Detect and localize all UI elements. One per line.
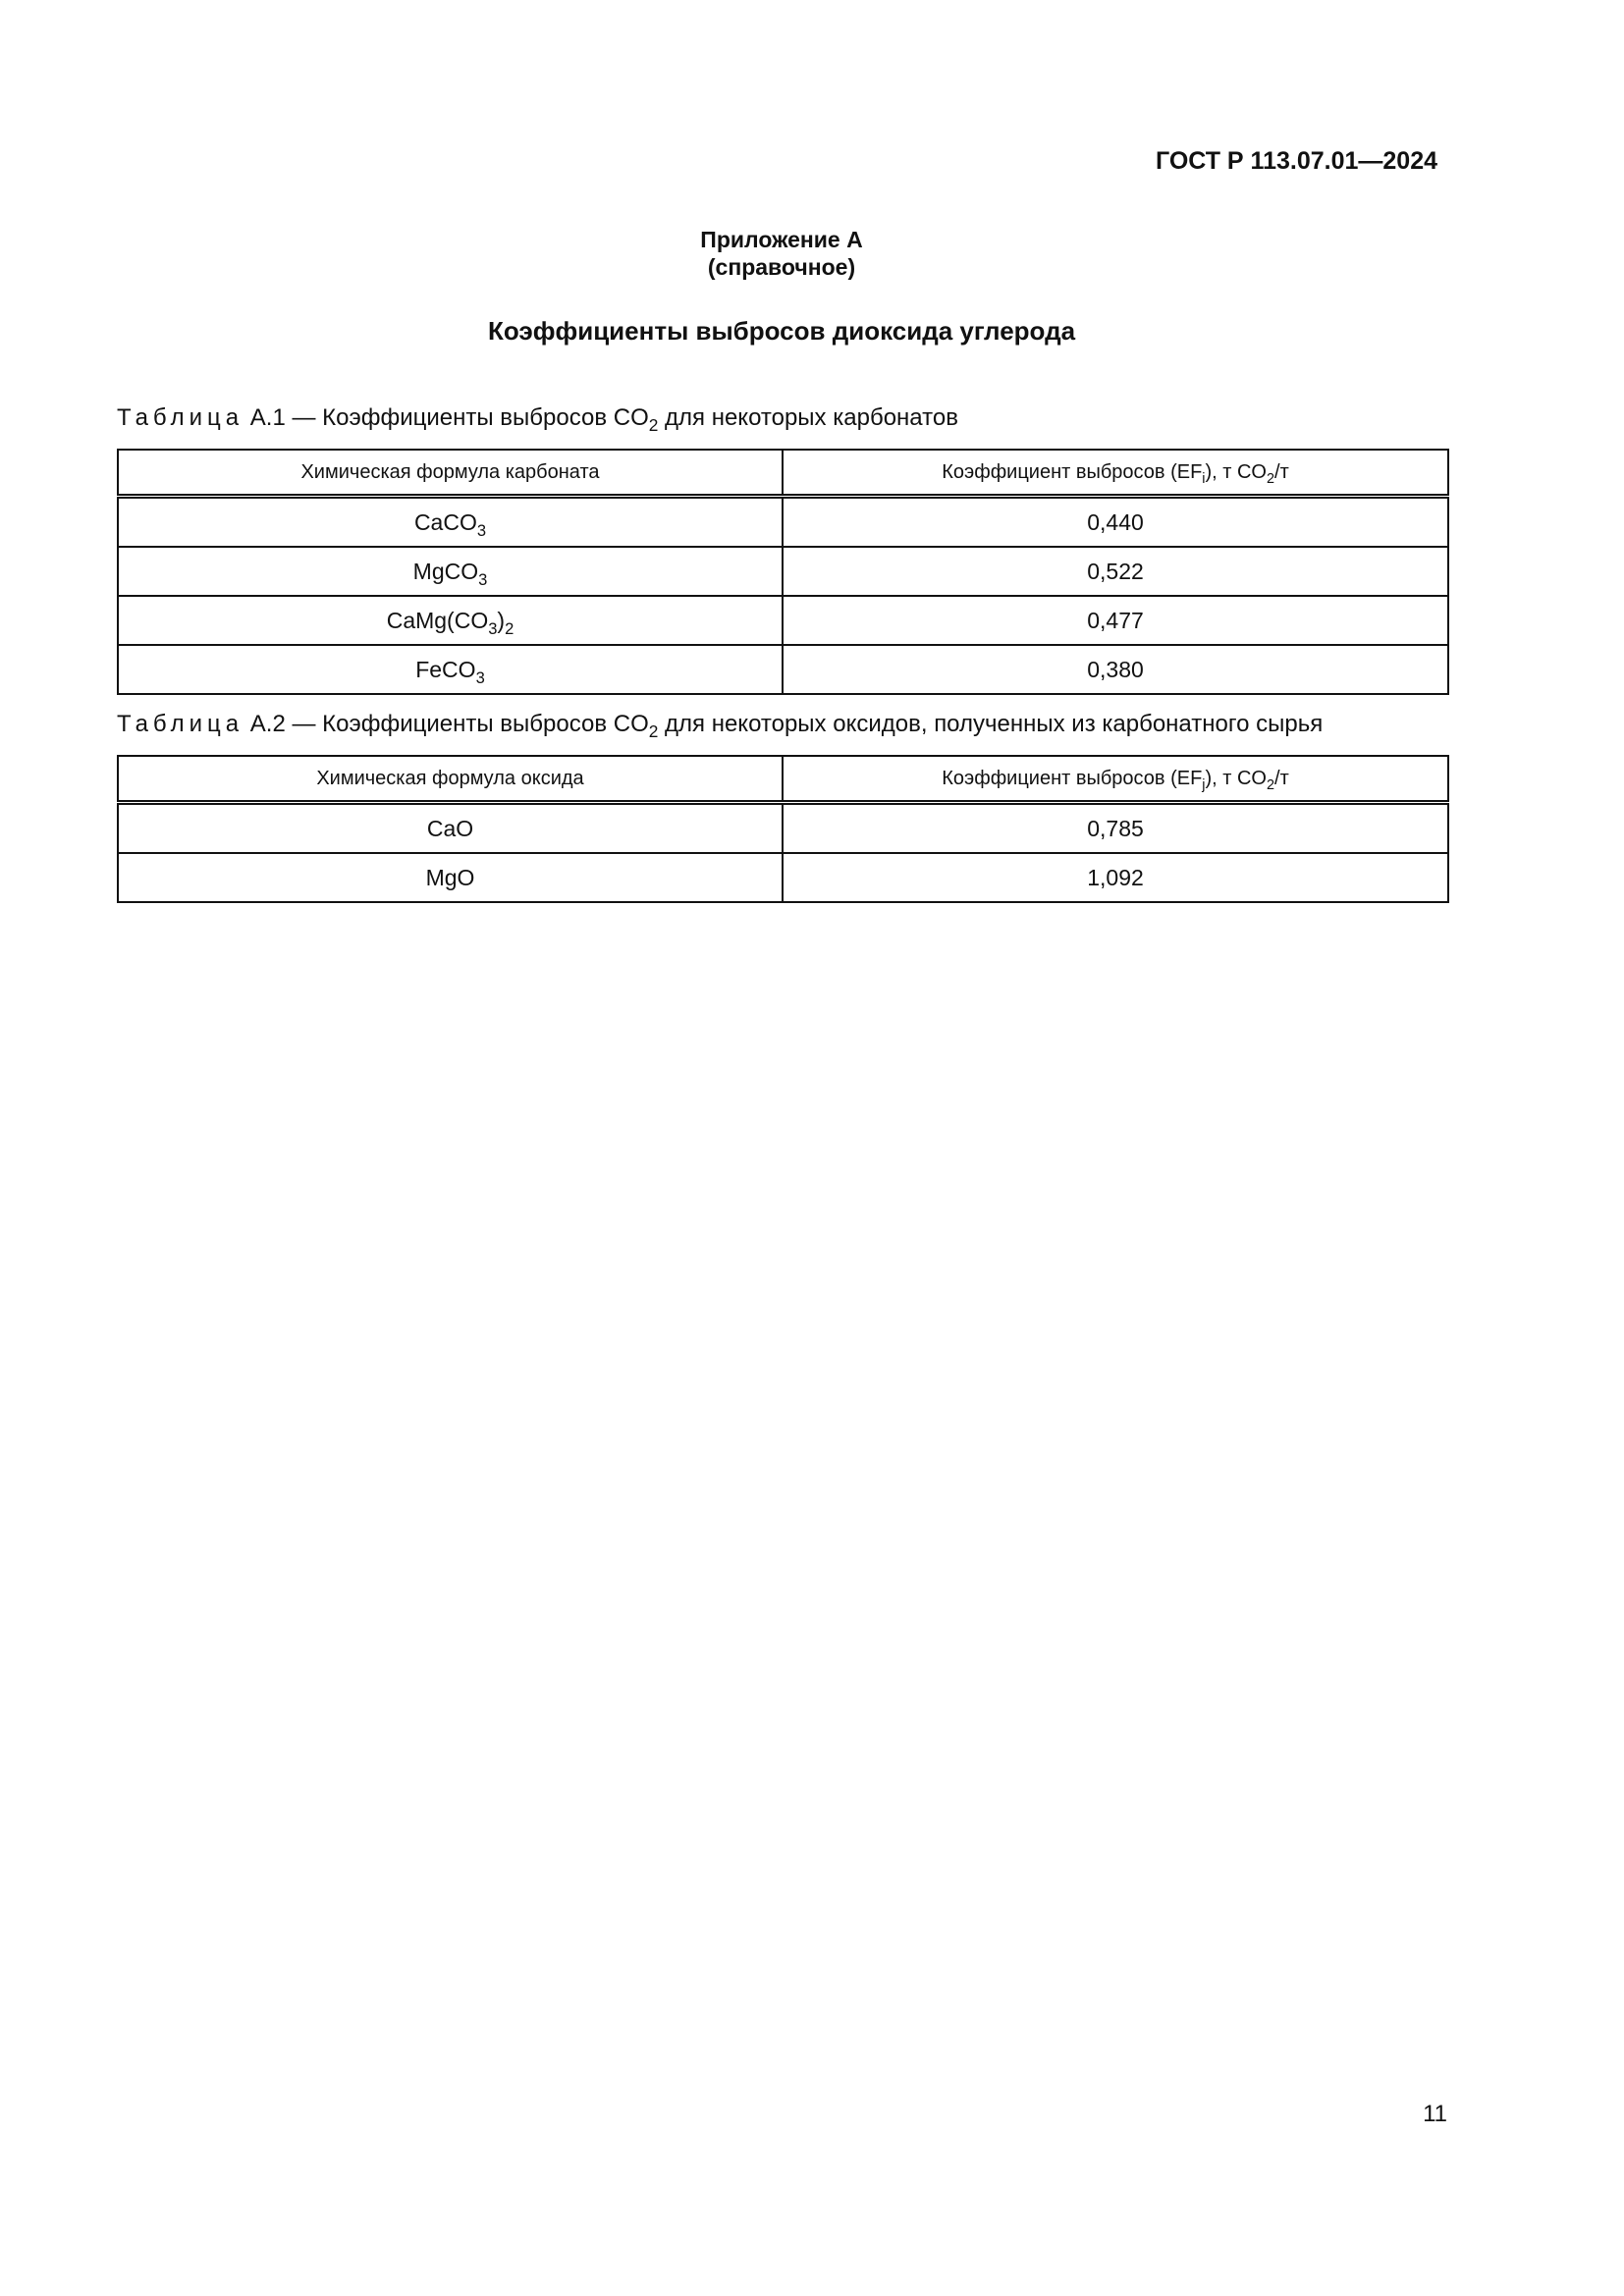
value-cell: 0,380 <box>783 645 1448 694</box>
table-1-caption-tail: для некоторых карбонатов <box>658 404 958 431</box>
header-ef-unit-sub: 2 <box>1267 776 1275 793</box>
annex-heading <box>0 226 1563 281</box>
document-code: ГОСТ Р 113.07.01—2024 <box>1155 147 1437 175</box>
annex-status: (справочное) <box>707 254 856 280</box>
header-ef-unit: ), т CO <box>1205 767 1267 789</box>
oxide-emission-table <box>117 755 1449 903</box>
carbonate-emission-table <box>117 449 1449 695</box>
header-ef-text: Коэффициент выбросов (EF <box>942 767 1203 789</box>
header-carbonate-formula: Химическая формула карбоната <box>118 450 783 497</box>
value-cell: 0,440 <box>783 497 1448 548</box>
header-oxide-formula: Химическая формула оксида <box>118 756 783 803</box>
value-cell: 1,092 <box>783 853 1448 902</box>
header-ef-index: j <box>1202 776 1206 793</box>
table-header-row <box>118 756 1448 803</box>
formula-base: MgCO <box>412 558 479 584</box>
formula-sub: 3 <box>488 618 498 638</box>
formula-tail: ) <box>497 607 506 633</box>
header-emission-factor <box>783 756 1448 803</box>
table-row <box>118 547 1448 596</box>
table-row <box>118 497 1448 548</box>
formula-sub: 3 <box>478 569 488 589</box>
header-ef-unit-sub: 2 <box>1267 470 1275 487</box>
formula-cell: MgO <box>118 853 783 902</box>
annex-label: Приложение А <box>700 227 863 252</box>
header-emission-factor <box>783 450 1448 497</box>
table-row <box>118 803 1448 854</box>
table-1-caption-word: Таблица <box>117 404 244 431</box>
table-row <box>118 645 1448 694</box>
value-cell: 0,522 <box>783 547 1448 596</box>
formula-sub: 3 <box>475 667 485 687</box>
table-2-caption <box>117 711 1324 742</box>
formula-base: FeCO <box>415 656 476 682</box>
formula-base: CaMg(CO <box>386 607 489 633</box>
header-ef-unit-tail: /т <box>1274 460 1289 483</box>
formula-tail-sub: 2 <box>505 618 514 638</box>
header-ef-unit: ), т CO <box>1205 460 1267 483</box>
formula-cell <box>118 596 783 645</box>
formula-sub: 3 <box>476 520 487 540</box>
formula-cell <box>118 547 783 596</box>
table-row <box>118 596 1448 645</box>
value-cell: 0,477 <box>783 596 1448 645</box>
header-ef-index: i <box>1202 470 1206 487</box>
formula-base: CaCO <box>413 508 477 535</box>
table-1-caption <box>117 404 958 436</box>
page-number: 11 <box>1423 2101 1447 2127</box>
value-cell: 0,785 <box>783 803 1448 854</box>
annex-title: Коэффициенты выбросов диоксида углерода <box>487 316 1076 346</box>
table-1-caption-sub: 2 <box>648 415 659 436</box>
formula-cell <box>118 497 783 548</box>
table-header-row <box>118 450 1448 497</box>
table-2-caption-tail: для некоторых оксидов, полученных из карбонатного сырья <box>658 711 1324 737</box>
table-row <box>118 853 1448 902</box>
table-2-caption-text: А.2 — Коэффициенты выбросов CO <box>244 711 649 737</box>
formula-cell: CaO <box>118 803 783 854</box>
table-2-caption-word: Таблица <box>117 711 244 737</box>
header-ef-text: Коэффициент выбросов (EF <box>942 460 1203 483</box>
table-1-caption-text: А.1 — Коэффициенты выбросов CO <box>244 404 649 431</box>
formula-cell <box>118 645 783 694</box>
table-2-caption-sub: 2 <box>648 721 659 742</box>
header-ef-unit-tail: /т <box>1274 767 1289 789</box>
